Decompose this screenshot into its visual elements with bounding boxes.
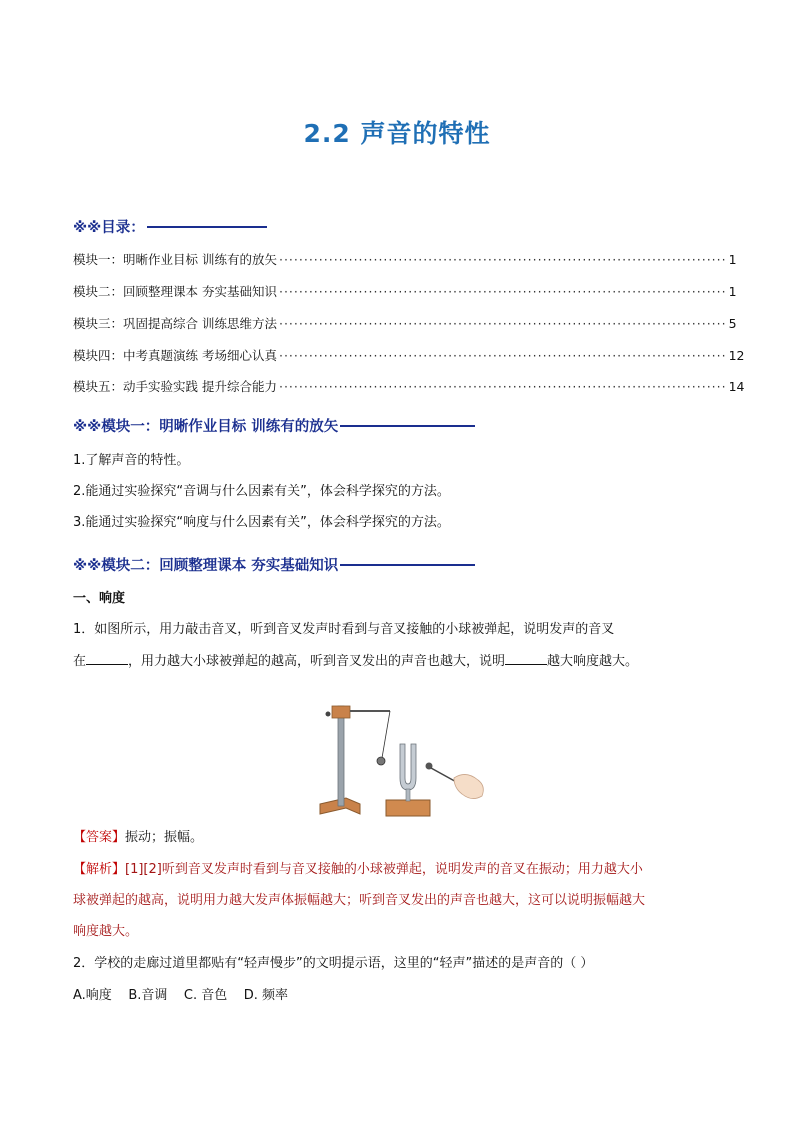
explain-line xyxy=(73,861,643,879)
section-title: 一、响度 xyxy=(73,591,126,606)
module2-heading xyxy=(73,554,475,575)
toc-item-label: 模块二：回顾整理课本 夯实基础知识 xyxy=(73,284,277,299)
question-1-line2 xyxy=(73,652,638,671)
answer-tag: 【答案】 xyxy=(73,830,126,845)
toc-item-label: 模块三：巩固提高综合 训练思维方法 xyxy=(73,316,277,331)
toc-item-label: 模块四：中考真题演练 考场细心认真 xyxy=(73,348,277,363)
toc-leader-dots: ·························································································· xyxy=(278,348,727,363)
answer-blank[interactable] xyxy=(505,652,547,665)
tuning-fork-figure xyxy=(316,700,492,822)
goal-item: 3.能通过实验探究“响度与什么因素有关”，体会科学探究的方法。 xyxy=(73,515,450,530)
explain-text: 响度越大。 xyxy=(73,924,139,939)
answer-blank[interactable] xyxy=(86,652,128,665)
answer-line xyxy=(73,829,203,847)
toc-item[interactable] xyxy=(73,314,737,332)
toc-item-page: 1 xyxy=(728,252,737,267)
toc-item[interactable] xyxy=(73,282,737,300)
goal-item: 1.了解声音的特性。 xyxy=(73,453,190,468)
explain-text: 球被弹起的越高，说明用力越大发声体振幅越大；听到音叉发出的声音也越大，这可以说明振幅越大 xyxy=(73,893,646,908)
toc-item[interactable] xyxy=(73,346,745,364)
goal-item: 2.能通过实验探究“音调与什么因素有关”，体会科学探究的方法。 xyxy=(73,484,450,499)
q1-text-b: ，用力越大小球被弹起的越高，听到音叉发出的声音也越大，说明 xyxy=(128,654,506,669)
module1-heading xyxy=(73,415,475,436)
toc-item-page: 12 xyxy=(728,348,745,363)
toc-leader-dots: ·························································································· xyxy=(278,252,727,267)
toc-item[interactable] xyxy=(73,250,737,268)
explain-tag: 【解析】 xyxy=(73,862,126,877)
toc-heading xyxy=(73,216,267,237)
q1-text-a: 在 xyxy=(73,654,87,669)
question-2-options: A.响度 B.音调 C. 音色 D. 频率 xyxy=(73,988,289,1003)
question-1-line1: 1．如图所示，用力敲击音叉，听到音叉发声时看到与音叉接触的小球被弹起，说明发声的音叉 xyxy=(73,622,615,637)
heading-rule xyxy=(340,564,475,566)
toc-item-page: 1 xyxy=(728,284,737,299)
answer-text: 振动；振幅。 xyxy=(125,830,204,845)
heading-rule xyxy=(147,226,267,228)
toc-leader-dots: ·························································································· xyxy=(278,379,727,394)
module2-heading-text: ※※模块二：回顾整理课本 夯实基础知识 xyxy=(73,558,339,574)
explain-text: [1][2]听到音叉发声时看到与音叉接触的小球被弹起，说明发声的音叉在振动；用力越大小 xyxy=(125,862,643,877)
question-2-stem: 2．学校的走廊过道里都贴有“轻声慢步”的文明提示语，这里的“轻声”描述的是声音的（ ） xyxy=(73,956,594,971)
page-title: 2.2 声音的特性 xyxy=(303,119,491,148)
heading-rule xyxy=(340,425,475,427)
module1-heading-text: ※※模块一：明晰作业目标 训练有的放矢 xyxy=(73,419,339,435)
toc-item-label: 模块五：动手实验实践 提升综合能力 xyxy=(73,379,277,394)
toc-item-label: 模块一：明晰作业目标 训练有的放矢 xyxy=(73,252,277,267)
toc-leader-dots: ·························································································· xyxy=(278,316,727,331)
toc-item-page: 14 xyxy=(728,379,745,394)
toc-heading-text: ※※目录： xyxy=(73,220,145,236)
q1-text-c: 越大响度越大。 xyxy=(547,654,639,669)
toc-leader-dots: ·························································································· xyxy=(278,284,727,299)
toc-item-page: 5 xyxy=(728,316,737,331)
toc-item[interactable] xyxy=(73,377,745,395)
